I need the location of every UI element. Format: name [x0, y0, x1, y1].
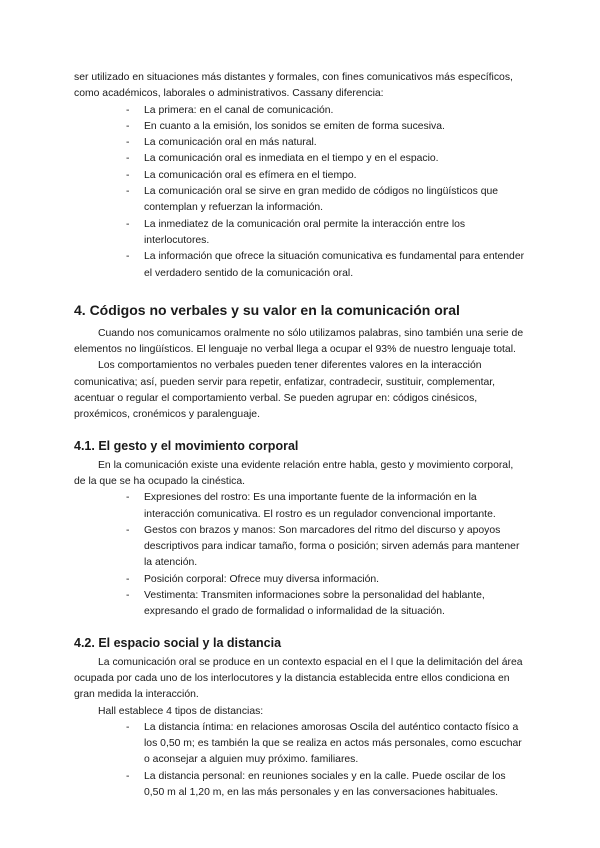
- bullet-dash: -: [126, 251, 130, 263]
- bullet-dash: -: [126, 153, 130, 165]
- bullet-dash: -: [126, 590, 130, 602]
- section-4-paragraph-1: Cuando nos comunicamos oralmente no sólo utilizamos palabras, sino también una serie de elementos no lingüísticos. El lenguaje no verbal llega a ocupar el 93% de nuestro lenguaje total.: [74, 327, 524, 356]
- list-item: - Gestos con brazos y manos: Son marcadores del ritmo del discurso y apoyos descriptivos para indicar tamaño, forma o posición; sirven además para mantener la atención.: [126, 524, 520, 569]
- list-item: - Expresiones del rostro: Es una importante fuente de la información en la interacción comunicativa. El rostro es un regulador convencional importante.: [126, 492, 496, 520]
- bullet-dash: -: [126, 524, 130, 536]
- list-item: - La comunicación oral se sirve en gran medido de códigos no lingüísticos que contemplan y refuerzan la información.: [126, 186, 499, 214]
- section-4-2-paragraph-2: Hall establece 4 tipos de distancias:: [98, 705, 264, 717]
- bullet-dash: -: [126, 721, 130, 733]
- bullet-dash: -: [126, 492, 130, 504]
- list-item: - La distancia íntima: en relaciones amorosas Oscila del auténtico contacto físico a los 0,50 m; es también la que se realiza en actos más personales, como escuchar o aconsejar a alguien muy próximo. familiares.: [126, 721, 522, 766]
- section-4-1-heading: 4.1. El gesto y el movimiento corporal: [74, 438, 299, 453]
- list-item: - Posición corporal: Ofrece muy diversa información.: [144, 572, 526, 588]
- bullet-dash: -: [126, 218, 130, 230]
- section-4-paragraph-2: Los comportamientos no verbales pueden tener diferentes valores en la interacción comunicativa; así, pueden servir para repetir, enfatizar, contradecir, sustituir, complementar, acentuar o regular el comportamiento verbal. Se pueden agrupar en: códigos cinésicos, proxémicos, cronémicos y paralenguaje.: [74, 360, 496, 421]
- list-item: - La comunicación oral es inmediata en el tiempo y en el espacio.: [144, 151, 526, 167]
- list-item: - La inmediatez de la comunicación oral permite la interacción entre los interlocutores.: [126, 218, 466, 246]
- list-item: - En cuanto a la emisión, los sonidos se emiten de forma sucesiva.: [144, 119, 526, 135]
- bullet-dash: -: [126, 573, 130, 585]
- bullet-dash: -: [126, 104, 130, 116]
- bullet-dash: -: [126, 137, 130, 149]
- bullet-dash: -: [126, 169, 130, 181]
- list-item: - Vestimenta: Transmiten informaciones sobre la personalidad del hablante, expresando el grado de formalidad o informalidad de la situación.: [126, 590, 485, 618]
- bullet-dash: -: [126, 186, 130, 198]
- list-item: - La información que ofrece la situación comunicativa es fundamental para entender el verdadero sentido de la comunicación oral.: [126, 251, 525, 279]
- section-4-2-paragraph-1: La comunicación oral se produce en un contexto espacial en el l que la delimitación del área ocupada por cada uno de los interlocutores y la distancia establecida entre ellos condiciona en gran medida la interacción.: [74, 656, 523, 701]
- document-body: [74, 70, 526, 801]
- gesture-list: [74, 490, 526, 620]
- section-4-heading: 4. Códigos no verbales y su valor en la comunicación oral: [74, 301, 460, 318]
- list-item: - La primera: en el canal de comunicación.: [144, 103, 526, 119]
- section-4-2-heading: 4.2. El espacio social y la distancia: [74, 635, 282, 650]
- section-4-1-paragraph: En la comunicación existe una evidente relación entre habla, gesto y movimiento corporal, de la que se ha ocupado la cinéstica.: [74, 459, 514, 487]
- bullet-dash: -: [126, 770, 130, 782]
- list-item: - La distancia personal: en reuniones sociales y en la calle. Puede oscilar de los 0,50 m al 1,20 m, en las más personales y en las conversaciones habituales.: [126, 770, 506, 798]
- list-item: - La comunicación oral en más natural.: [144, 135, 526, 151]
- distance-list: [74, 720, 526, 801]
- intro-paragraph: ser utilizado en situaciones más distantes y formales, con fines comunicativos más específicos, como académicos, laborales o administrativos. Cassany diferencia:: [74, 72, 513, 100]
- list-item: - La comunicación oral es efímera en el tiempo.: [144, 168, 526, 184]
- cassany-list: [74, 103, 526, 282]
- bullet-dash: -: [126, 120, 130, 132]
